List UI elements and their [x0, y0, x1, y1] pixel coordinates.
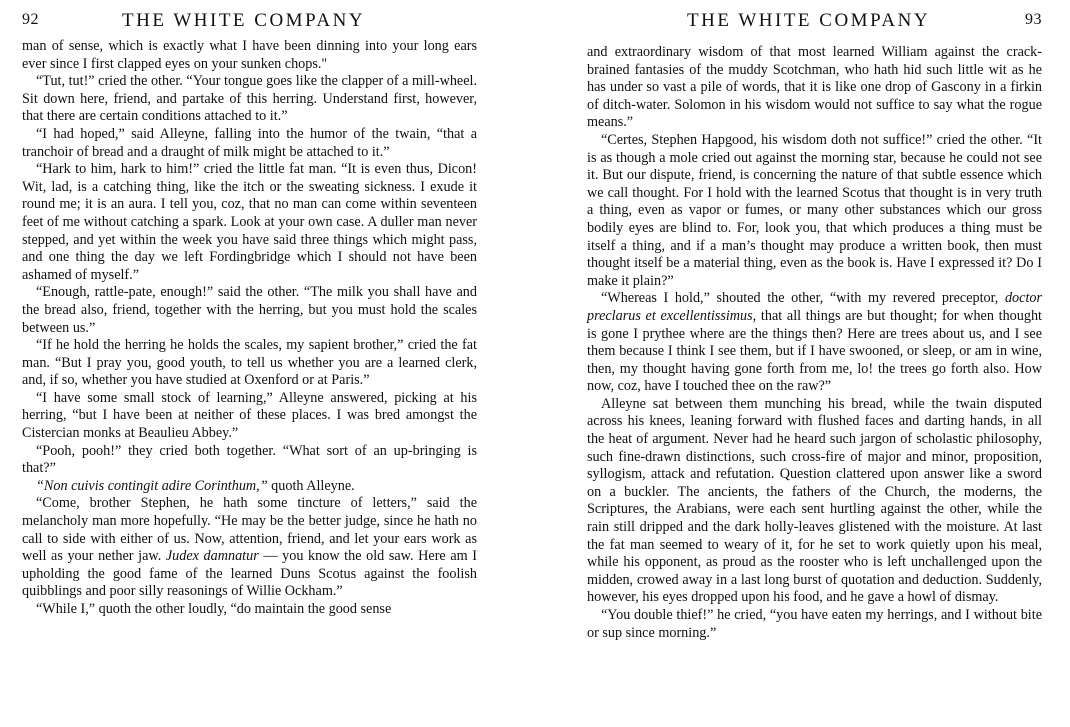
page-body — [22, 38, 477, 619]
running-header — [587, 0, 1042, 44]
paragraph: Alleyne sat between them munching his bread, while the twain disputed across his knees, leaning forward with flushed faces and darting hands, in all the heat of argument. Never had he heard such jargon of scholastic philosophy, such fine-drawn distinctions, such cross-fire of major and minor, proposition, syllogism, attack and refutation. Question clattered upon answer like a sword on a buckler. The ancients, the fathers of the Church, the moderns, the Scriptures, the Arabians, were each sent hurtling against the other, while the rain still dripped and the dark holly-leaves glistened with the moisture. At last the fat man seemed to weary of it, for he set to work quietly upon his meal, while his opponent, as proud as the rooster who is left unchallenged upon the midden, crowed away in a last long burst of quotation and deduction. Suddenly, however, his eyes dropped upon his food, and he gave a howl of dismay. — [587, 395, 1042, 606]
paragraph: “I have some small stock of learning,” Alleyne answered, picking at his herring, “but I have been at neither of these places. I was bred amongst the Cistercian monks at Beaulieu Abbey.” — [22, 389, 477, 442]
paragraph: “If he hold the herring he holds the scales, my sapient brother,” cried the fat man. “But I pray you, good youth, to tell us whether you are a learned clerk, and, if so, whether you have studied at Oxenford or at Paris.” — [22, 337, 477, 389]
paragraph: “Whereas I hold,” shouted the other, “with my revered preceptor, doctor preclarus et excellentissimus, that all things are but thought; for when thought is gone I prythee where are the things then? Here are trees about us, and I see them because I think I see them, but if I have swooned, or sleep, or am in wine, then, my thought having gone forth from me, lo! the trees go forth also. How now, coz, have I touched thee on the raw?” — [587, 290, 1042, 395]
right-page — [535, 0, 1070, 727]
page-number: 92 — [22, 11, 39, 28]
paragraph: “Enough, rattle-pate, enough!” said the other. “The milk you shall have and the bread also, friend, together with the herring, but you must hold the scales between us.” — [22, 284, 477, 336]
paragraph: man of sense, which is exactly what I have been dinning into your long ears ever since I first clapped eyes on your sunken chops." — [22, 38, 477, 72]
page-number: 93 — [1025, 11, 1042, 28]
paragraph: “You double thief!” he cried, “you have eaten my herrings, and I without bite or sup since morning.” — [587, 607, 1042, 641]
paragraph: “I had hoped,” said Alleyne, falling into the humor of the twain, “that a tranchoir of bread and a draught of milk might be attached to it.” — [22, 125, 477, 160]
paragraph: “While I,” quoth the other loudly, “do maintain the good sense — [36, 601, 392, 617]
running-header — [22, 0, 477, 44]
paragraph: and extraordinary wisdom of that most learned William against the crack-brained fantasies of the muddy Scotchman, who hath hid such little wit as he has under so vast a pile of words, that it is like one drop of Gascony in a firkin of ditch-water. Solomon in his wisdom would not suffice to say what the rogue means.” — [587, 44, 1042, 131]
paragraph: “Hark to him, hark to him!” cried the little fat man. “It is even thus, Dicon! Wit, lad, is a catching thing, like the itch or the sweating sickness. I exude it round me; it is an aura. I tell you, coz, that no man can come within seventeen feet of me without catching a spark. Look at your own case. A duller man never stepped, and yet within the week you have said three things which might pass, and one thing the day we left Fordingbridge which I should not have been ashamed of myself.” — [22, 161, 477, 283]
paragraph: “Certes, Stephen Hapgood, his wisdom doth not suffice!” cried the other. “It is as though a mole cried out against the morning star, because he could not see it. But our dispute, friend, is concerning the nature of that subtle essence which we call thought. For I hold with the learned Scotus that thought is in very truth a thing, even as vapor or fumes, or many other substances which our gross bodily eyes are blind to. For, look you, that which produces a thing must be itself a thing, and if a man’s thought may produce a written book, then must thought itself be a material thing, even as the book is. Have I expressed it? Do I make it plain?” — [587, 131, 1042, 289]
page-body — [587, 44, 1042, 642]
running-head-title: THE WHITE COMPANY — [122, 10, 366, 31]
paragraph: “Non cuivis contingit adire Corinthum,” quoth Alleyne. — [36, 477, 355, 494]
paragraph: “Come, brother Stephen, he hath some tincture of letters,” said the melancholy man more hopefully. “He may be the better judge, since he hath no call to side with either of us. Now, attention, friend, and let your ears work as well as your nether jaw. Judex damnatur — you know the old saw. Here am I upholding the good fame of the learned Duns Scotus against the foolish quibblings and poor silly reasonings of Willie Ockham.” — [22, 495, 477, 600]
paragraph: “Pooh, pooh!” they cried both together. “What sort of an up-bringing is that?” — [22, 442, 477, 477]
paragraph: “Tut, tut!” cried the other. “Your tongue goes like the clapper of a mill-wheel. Sit down here, friend, and partake of this herring. Understand first, however, that there are certain conditions attached to it.” — [22, 73, 477, 125]
running-head-title: THE WHITE COMPANY — [687, 10, 931, 31]
